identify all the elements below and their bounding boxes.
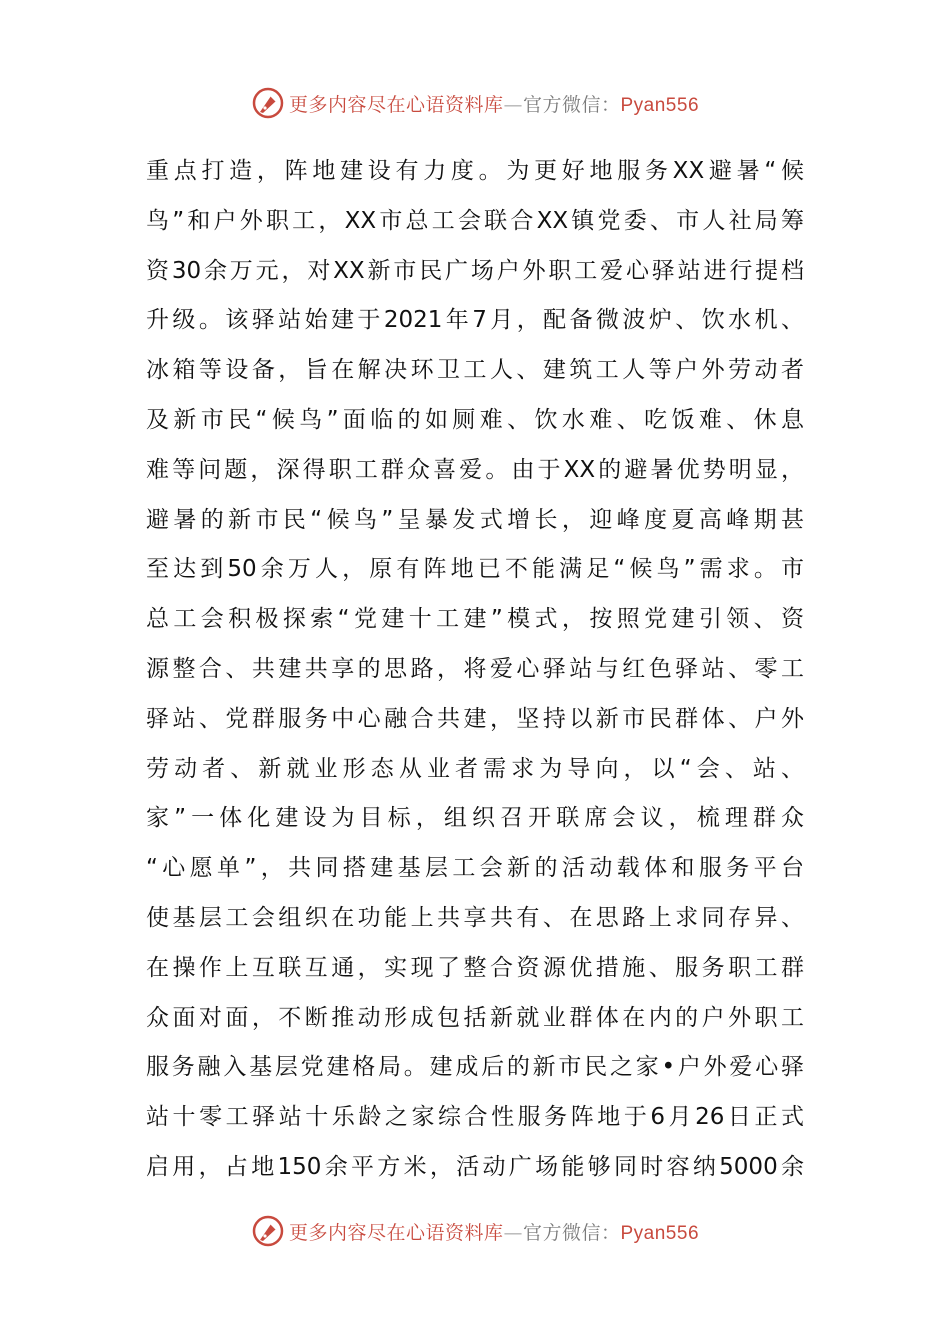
dash-separator: —: [503, 1221, 523, 1244]
text-line: 及新市民“候鸟”面临的如厕难、饮水难、吃饭难、休息: [146, 406, 804, 433]
text-line: 资30余万元，对XX新市民广场户外职工爱心驿站进行提档: [146, 257, 804, 284]
text-line: “心愿单”，共同搭建基层工会新的活动载体和服务平台: [146, 855, 804, 882]
text-line: 驿站、党群服务中心融合共建，坚持以新市民群体、户外: [146, 705, 804, 732]
text-line: 冰箱等设备，旨在解决环卫工人、建筑工人等户外劳动者: [146, 357, 804, 384]
text-line: 难等问题，深得职工群众喜爱。由于XX的避暑优势明显，: [146, 456, 804, 483]
official-wechat-label: 官方微信：: [522, 93, 621, 116]
official-wechat-label: 官方微信：: [522, 1221, 621, 1244]
footer-banner-text: [289, 1218, 699, 1245]
document-body: [146, 147, 804, 1193]
pen-nib-logo-icon: [251, 1214, 285, 1248]
text-line: 重点打造，阵地建设有力度。为更好地服务XX避暑“候: [146, 158, 804, 184]
text-line: 站十零工驿站十乐龄之家综合性服务阵地于6月26日正式: [146, 1104, 804, 1131]
text-line: 总工会积极探索“党建十工建”模式，按照党建引领、资: [146, 606, 804, 633]
wechat-handle: Pyan556: [620, 94, 700, 116]
text-line: 劳动者、新就业形态从业者需求为导向，以“会、站、: [146, 755, 804, 782]
text-line: 鸟”和户外职工，XX市总工会联合XX镇党委、市人社局筹: [146, 207, 804, 234]
dash-separator: —: [503, 93, 523, 116]
library-text: 更多内容尽在心语资料库: [288, 93, 504, 116]
text-line: 众面对面，不断推动形成包括新就业群体在内的户外职工: [146, 1004, 804, 1031]
text-line: 家”一体化建设为目标，组织召开联席会议，梳理群众: [146, 805, 804, 832]
pen-nib-logo-icon: [251, 86, 285, 120]
text-line: 使基层工会组织在功能上共享共有、在思路上求同存异、: [146, 904, 804, 931]
library-text: 更多内容尽在心语资料库: [288, 1221, 504, 1244]
text-line: 启用，占地150余平方米，活动广场能够同时容纳5000余: [146, 1153, 804, 1180]
wechat-handle: Pyan556: [620, 1222, 700, 1244]
text-line: 升级。该驿站始建于2021年7月，配备微波炉、饮水机、: [146, 307, 804, 334]
text-line: 避暑的新市民“候鸟”呈暴发式增长，迎峰度夏高峰期甚: [146, 506, 804, 533]
footer-banner: [0, 1211, 950, 1251]
text-line: 服务融入基层党建格局。建成后的新市民之家•户外爱心驿: [146, 1054, 804, 1081]
header-banner-text: [289, 90, 699, 117]
text-line: 至达到50余万人，原有阵地已不能满足“候鸟”需求。市: [146, 556, 804, 583]
text-line: 在操作上互联互通，实现了整合资源优措施、服务职工群: [146, 954, 804, 981]
text-line: 源整合、共建共享的思路，将爱心驿站与红色驿站、零工: [146, 655, 804, 682]
header-banner: [0, 83, 950, 123]
